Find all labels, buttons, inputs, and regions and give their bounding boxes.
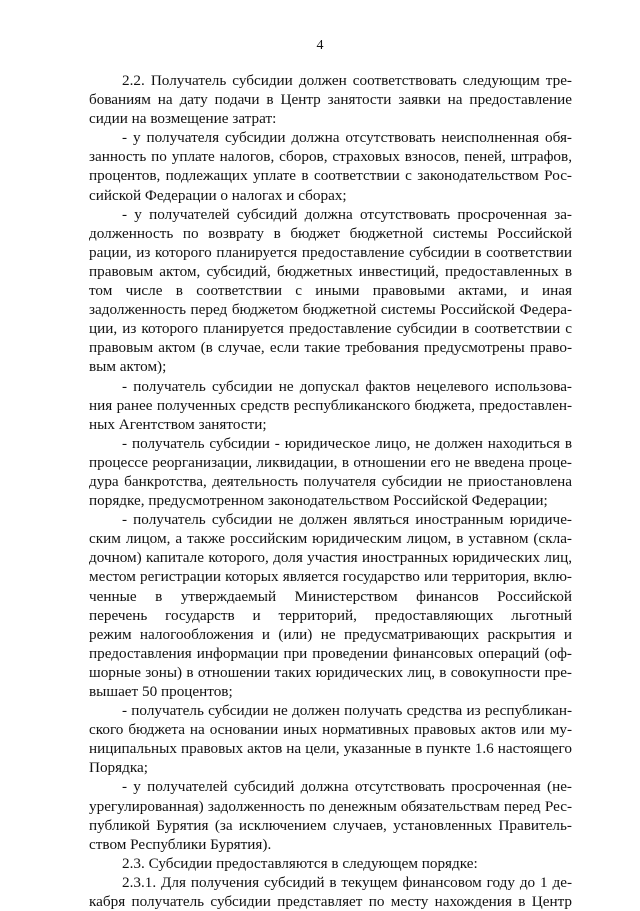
text-line: - у получателей субсидий должна отсутствовать просроченная за-	[122, 205, 572, 223]
text-line: - получатель субсидии - юридическое лицо, не должен находиться в	[122, 434, 572, 452]
text-line: публикой Бурятия (за исключением случаев, установленных Правитель-	[89, 816, 572, 834]
text-line: сидии на возмещение затрат:	[89, 110, 277, 128]
text-line: - получатель субсидии не допускал фактов нецелевого использова-	[122, 377, 572, 395]
text-line: порядке, предусмотренном законодательством Российской Федерации;	[89, 492, 548, 510]
text-line: - получатель субсидии не должен являться иностранным юридиче-	[122, 511, 572, 529]
text-line: ским лицом, а также российским юридическим лицом, в уставном (скла-	[89, 530, 572, 548]
text-line: - у получателей субсидий должна отсутствовать просроченная (не-	[122, 778, 572, 796]
text-line: ниципальных правовых актов на цели, указанные в пункте 1.6 настоящего	[89, 740, 572, 758]
text-line: Порядка;	[89, 759, 148, 777]
text-line: 2.3.1. Для получения субсидий в текущем финансовом году до 1 де-	[122, 873, 572, 891]
text-line: рации, из которого планируется предоставление субсидии в соответствии	[89, 243, 572, 261]
text-line: режим налогообложения и (или) не предусматривающих раскрытия и	[89, 625, 572, 643]
text-line: процессе реорганизации, ликвидации, в отношении его не введена проце-	[89, 453, 572, 471]
text-line: ского бюджета на основании иных нормативных правовых актов или му-	[89, 721, 572, 739]
text-line: - получатель субсидии не должен получать средства из республикан-	[122, 702, 572, 720]
text-line: сийской Федерации о налогах и сборах;	[89, 186, 347, 204]
text-line: - у получателя субсидии должна отсутствовать неисполненная обя-	[122, 129, 572, 147]
text-line: задолженность перед бюджетом бюджетной системы Российской Федера-	[89, 301, 572, 319]
text-line: ченные в утверждаемый Министерством финансов Российской	[89, 587, 572, 605]
text-line: ных Агентством занятости;	[89, 415, 267, 433]
text-line: кабря получатель субсидии представляет по месту нахождения в Центр	[89, 893, 572, 911]
text-line: процентов, подлежащих уплате в соответствии с законодательством Рос-	[89, 167, 572, 185]
page-number: 4	[316, 38, 324, 53]
text-line: вышает 50 процентов;	[89, 683, 233, 700]
text-line: предоставления информации при проведении финансовых операций (оф-	[89, 644, 572, 662]
text-line: ции, из которого планируется предоставление субсидии в соответствии с	[89, 320, 572, 338]
text-line: 2.2. Получатель субсидии должен соответствовать следующим тре-	[122, 72, 572, 89]
text-line: дочном) капитале которого, доля участия иностранных юридических лиц,	[89, 549, 572, 567]
text-line: ния ранее полученных средств республиканского бюджета, предоставлен-	[89, 396, 572, 414]
text-line: бованиям на дату подачи в Центр занятости заявки на предоставление	[89, 91, 572, 109]
text-line: 2.3. Субсидии предоставляются в следующем порядке:	[122, 854, 478, 872]
text-line: правовым актом, субсидий, бюджетных инвестиций, предоставленных в	[89, 262, 572, 280]
text-line: занность по уплате налогов, сборов, страховых взносов, пеней, штрафов,	[89, 148, 572, 166]
text-line: дура банкротства, деятельность получателя субсидии не приостановлена	[89, 472, 572, 490]
text-line: шорные зоны) в отношении таких юридических лиц, в совокупности пре-	[89, 663, 572, 681]
text-line: том числе в соответствии с иными правовыми актами, и иная	[89, 282, 572, 300]
text-line: правовым актом (в случае, если такие требования предусмотрены право-	[89, 339, 572, 357]
text-line: долженность по возврату в бюджет бюджетной системы Российской	[89, 224, 572, 242]
text-line: ством Республики Бурятия).	[89, 835, 272, 853]
text-line: вым актом);	[89, 358, 167, 376]
text-line: местом регистрации которых является государство или территория, вклю-	[89, 568, 572, 586]
document-body	[89, 71, 572, 911]
text-line: урегулированная) задолженность по денежным обязательствам перед Рес-	[89, 797, 572, 815]
text-line: перечень государств и территорий, предоставляющих льготный	[89, 606, 572, 624]
